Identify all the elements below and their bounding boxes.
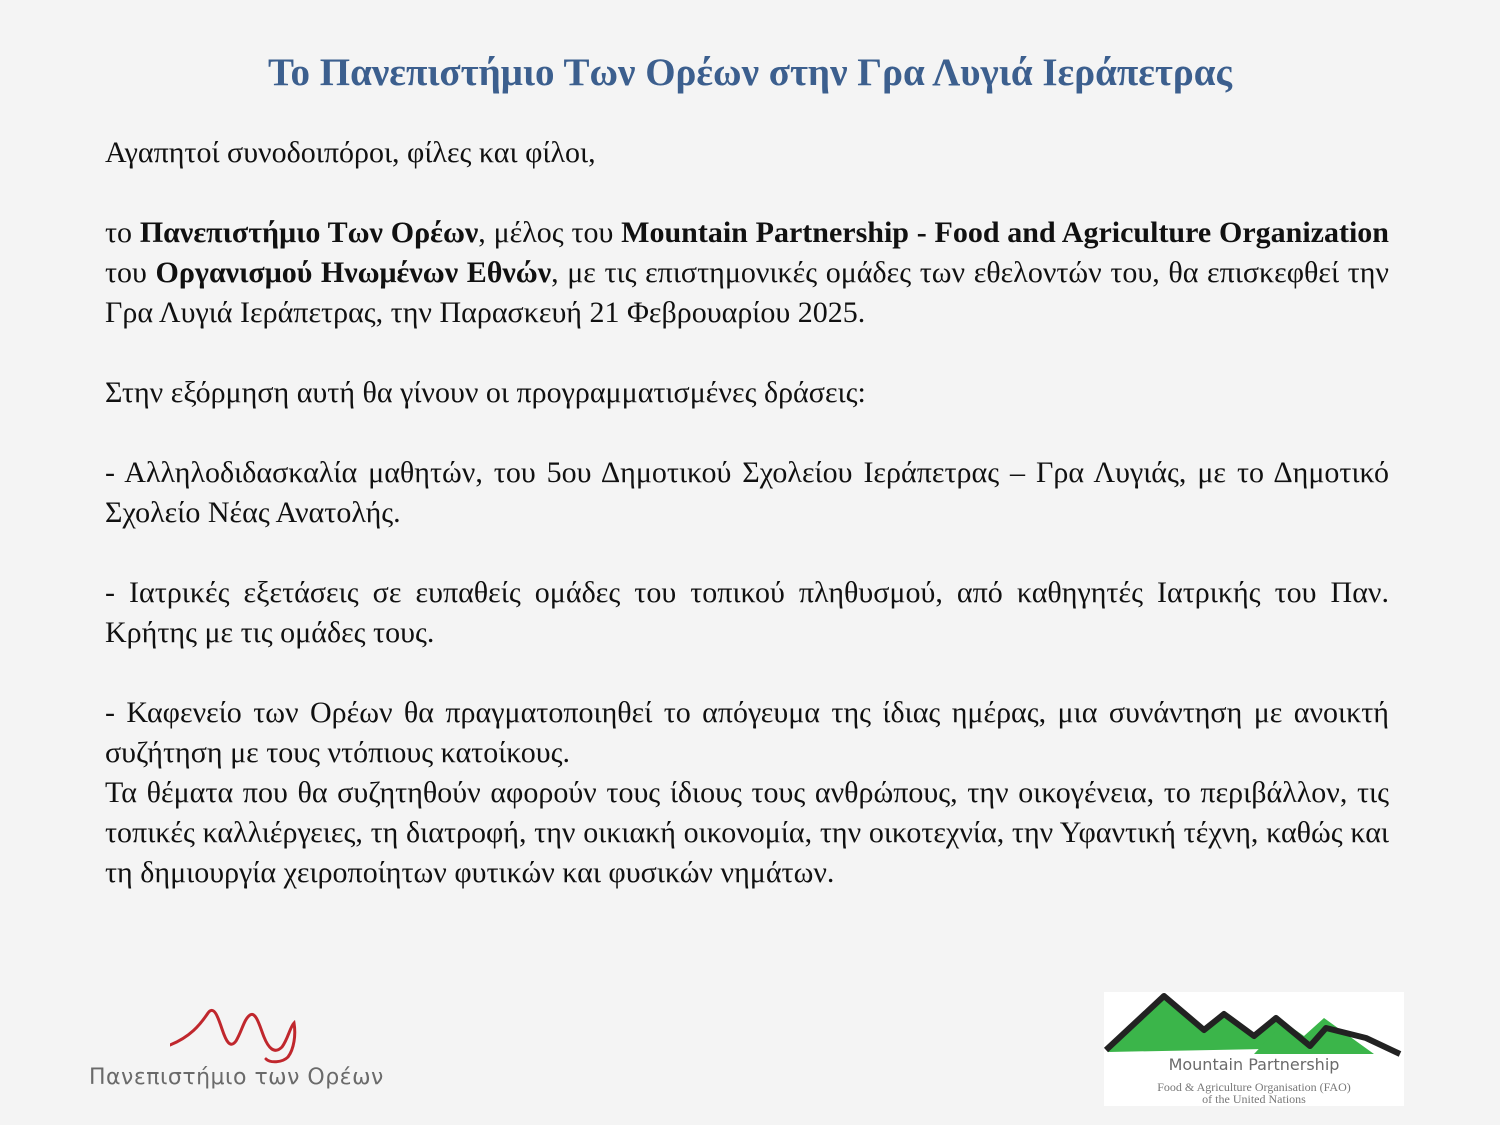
intro-text-2: , μέλος του (478, 216, 622, 249)
greeting: Αγαπητοί συνοδοιπόροι, φίλες και φίλοι, (105, 136, 596, 169)
intro-text-1: το (105, 216, 140, 249)
action-item-1: - Αλληλοδιδασκαλία μαθητών, του 5ου Δημοτικού Σχολείου Ιεράπετρας – Γρα Λυγιάς, με το Δημοτικό Σχολείο Νέας Ανατολής. (105, 456, 1389, 529)
mountains-icon (1104, 992, 1404, 1057)
actions-intro: Στην εξόρμηση αυτή θα γίνουν οι προγραμματισμένες δράσεις: (105, 376, 866, 409)
university-logo-text: Πανεπιστήμιο των Ορέων (89, 1065, 384, 1090)
fao-caption (1104, 1081, 1404, 1105)
intro-text-3: του (105, 256, 156, 289)
intro-bold-mountain-partnership: Mountain Partnership - Food and Agriculture Organization (621, 216, 1389, 249)
action-item-3: - Καφενείο των Ορέων θα πραγματοποιηθεί το απόγευμα της ίδιας ημέρας, μια συνάντηση με ανοικτή συζήτηση με τους ντόπιους κατοίκους. (105, 696, 1389, 769)
intro-paragraph (105, 213, 1389, 333)
topics-paragraph: Τα θέματα που θα συζητηθούν αφορούν τους ίδιους τους ανθρώπους, την οικογένεια, το περιβάλλον, τις τοπικές καλλιέργειες, τη διατροφή, την οικιακή οικονομία, την οικοτεχνία, την Υφαντική τέχνη, καθώς και τη δημιουργία χειροποίητων φυτικών και φυσικών νημάτων. (105, 776, 1389, 889)
intro-bold-university: Πανεπιστήμιο Των Ορέων (139, 216, 479, 249)
mountain-partnership-logo (1104, 992, 1404, 1106)
fao-caption-line-1: Food & Agriculture Organisation (FAO) (1157, 1080, 1351, 1094)
fao-caption-line-2: of the United Nations (1202, 1092, 1306, 1106)
page-title: Το Πανεπιστήμιο Των Ορέων στην Γρα Λυγιά Ιεράπετρας (268, 51, 1232, 94)
mountain-wave-icon (170, 1005, 395, 1065)
university-of-mountains-logo (85, 1005, 395, 1095)
action-item-2: - Ιατρικές εξετάσεις σε ευπαθείς ομάδες του τοπικού πληθυσμού, από καθηγητές Ιατρικής του Παν. Κρήτης με τις ομάδες τους. (105, 576, 1389, 649)
mountain-partnership-name: Mountain Partnership (1168, 1055, 1340, 1074)
letter-body (105, 133, 1389, 893)
intro-text-4: , με τις επιστημονικές ομάδες των εθελοντών του, θα επισκεφθεί την Γρα Λυγιά Ιεράπετρας, την Παρασκευή 21 Φεβρουαρίου 2025. (105, 256, 1389, 329)
intro-bold-un: Οργανισμού Ηνωμένων Εθνών (155, 256, 552, 289)
